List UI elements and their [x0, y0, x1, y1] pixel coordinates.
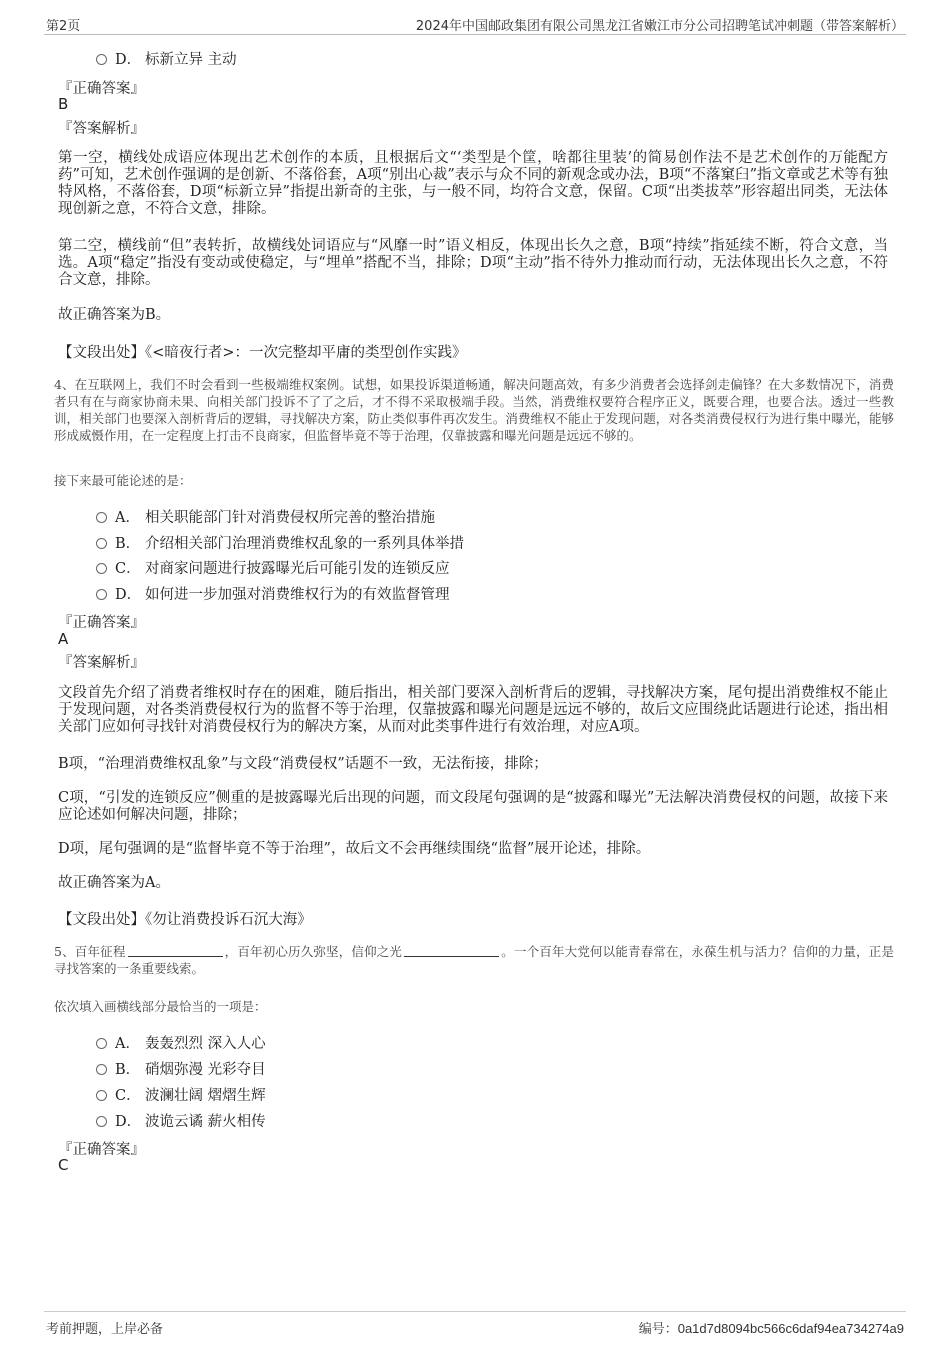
q3-conclusion: 故正确答案为B。: [58, 307, 171, 323]
q4-option-b[interactable]: B． 介绍相关部门治理消费维权乱象的一系列具体举措: [96, 532, 464, 553]
q3-analysis-label: 『答案解析』: [58, 121, 145, 137]
radio-icon[interactable]: [96, 1116, 107, 1127]
radio-icon[interactable]: [96, 589, 107, 600]
q4-answer: A: [58, 630, 69, 648]
radio-icon[interactable]: [96, 538, 107, 549]
document-code: 编号：0a1d7d8094bc566c6daf94ea734274a9: [638, 1321, 904, 1337]
page-footer: [44, 1311, 906, 1338]
q3-analysis-paragraph: 第二空，横线前“但”表转折，故横线处词语应与“风靡一时”语义相反，体现出长久之意，B项“持续”指延续不断，符合文意，当选。A项“稳定”指没有变动或使稳定，与“埋单”搭配不当，排除；D项“主动”指不待外力推动而行动，无法体现出长久之意，不符合文意，排除。: [58, 238, 888, 288]
q4-analysis-label: 『答案解析』: [58, 655, 145, 671]
q4-option-c[interactable]: C． 对商家问题进行披露曝光后可能引发的连锁反应: [96, 557, 450, 578]
q3-analysis-paragraph: 第一空，横线处成语应体现出艺术创作的本质，且根据后文“‘类型是个筐，啥都往里装’的简易创作法不是艺术创作的万能配方药”可知，艺术创作强调的是创新、不落俗套，A项“别出心裁”表示与众不同的新观念或办法，B项“不落窠臼”指文章或艺术等有独特风格，不落俗套，D项“标新立异”指提出新奇的主张，与一般不同，均符合文意，保留。C项“出类拔萃”形容超出同类，无法体现创新之意，不符合文意，排除。: [58, 150, 888, 217]
q4-source: 【文段出处】《勿让消费投诉石沉大海》: [58, 912, 312, 928]
q5-option-a[interactable]: A． 轰轰烈烈 深入人心: [96, 1032, 266, 1053]
q4-answer-label: 『正确答案』: [58, 615, 145, 631]
q4-analysis-paragraph: B项，“治理消费维权乱象”与文段“消费侵权”话题不一致，无法衔接，排除；: [58, 756, 548, 772]
q4-prompt: 接下来最可能论述的是：: [54, 473, 192, 488]
fill-blank-2: [404, 944, 499, 957]
radio-icon[interactable]: [96, 1038, 107, 1049]
radio-icon[interactable]: [96, 563, 107, 574]
q3-answer-label: 『正确答案』: [58, 81, 145, 97]
q4-option-d[interactable]: D． 如何进一步加强对消费维权行为的有效监督管理: [96, 583, 450, 604]
q5-answer-label: 『正确答案』: [58, 1142, 145, 1158]
q5-prompt: 依次填入画横线部分最恰当的一项是：: [54, 999, 267, 1014]
q4-option-a[interactable]: A． 相关职能部门针对消费侵权所完善的整治措施: [96, 506, 435, 527]
fill-blank-1: [128, 944, 223, 957]
q5-option-c[interactable]: C． 波澜壮阔 熠熠生辉: [96, 1084, 266, 1105]
page-header: [44, 12, 906, 35]
page-number: 第2页: [46, 19, 81, 34]
q3-source: 【文段出处】《<暗夜行者>：一次完整却平庸的类型创作实践》: [58, 345, 467, 361]
radio-icon[interactable]: [96, 512, 107, 523]
q5-stem: 5、百年征程 ，百年初心历久弥坚，信仰之光 。一个百年大党何以能青春常在，永葆生机与活力？信仰的力量，正是寻找答案的一条重要线索。: [54, 944, 894, 976]
q4-analysis-paragraph: 文段首先介绍了消费者维权时存在的困难，随后指出，相关部门要深入剖析背后的逻辑，寻找解决方案，尾句提出消费维权不能止于发现问题，对各类消费侵权行为的监督不等于治理，仅靠披露和曝光问题是远远不够的，故后文应围绕此话题进行论述，指出相关部门应如何寻找针对消费侵权行为的解决方案，从而对此类事件进行有效治理，对应A项。: [58, 685, 888, 735]
q5-answer: C: [58, 1156, 69, 1174]
q3-option-d[interactable]: D． 标新立异 主动: [96, 48, 237, 69]
radio-icon[interactable]: [96, 1064, 107, 1075]
radio-icon[interactable]: [96, 1090, 107, 1101]
footer-slogan: 考前押题，上岸必备: [46, 1322, 164, 1337]
q5-option-b[interactable]: B． 硝烟弥漫 光彩夺目: [96, 1058, 266, 1079]
document-title: 2024年中国邮政集团有限公司黑龙江省嫩江市分公司招聘笔试冲刺题（带答案解析）: [415, 19, 904, 34]
q4-stem: 4、在互联网上，我们不时会看到一些极端维权案例。试想，如果投诉渠道畅通，解决问题高效，有多少消费者会选择剑走偏锋？在大多数情况下，消费者只有在与商家协商未果、向相关部门投诉不了了之后，才不得不采取极端手段。当然，消费维权要符合程序正义，既要合理，也要合法。透过一些教训，相关部门也要深入剖析背后的逻辑，寻找解决方案，防止类似事件再次发生。消费维权不能止于发现问题，对各类消费侵权行为进行集中曝光，能够形成威慑作用，在一定程度上打击不良商家，但监督毕竟不等于治理，仅靠披露和曝光问题是远远不够的。: [54, 377, 894, 443]
radio-icon[interactable]: [96, 54, 107, 65]
q4-analysis-paragraph: D项，尾句强调的是“监督毕竟不等于治理”，故后文不会再继续围绕“监督”展开论述，排除。: [58, 841, 651, 857]
q4-analysis-paragraph: C项，“引发的连锁反应”侧重的是披露曝光后出现的问题，而文段尾句强调的是“披露和曝光”无法解决消费侵权的问题，故接下来应论述如何解决问题，排除；: [58, 790, 888, 823]
q3-answer: B: [58, 95, 69, 113]
q4-conclusion: 故正确答案为A。: [58, 875, 170, 891]
q5-option-d[interactable]: D． 波诡云谲 薪火相传: [96, 1110, 266, 1131]
